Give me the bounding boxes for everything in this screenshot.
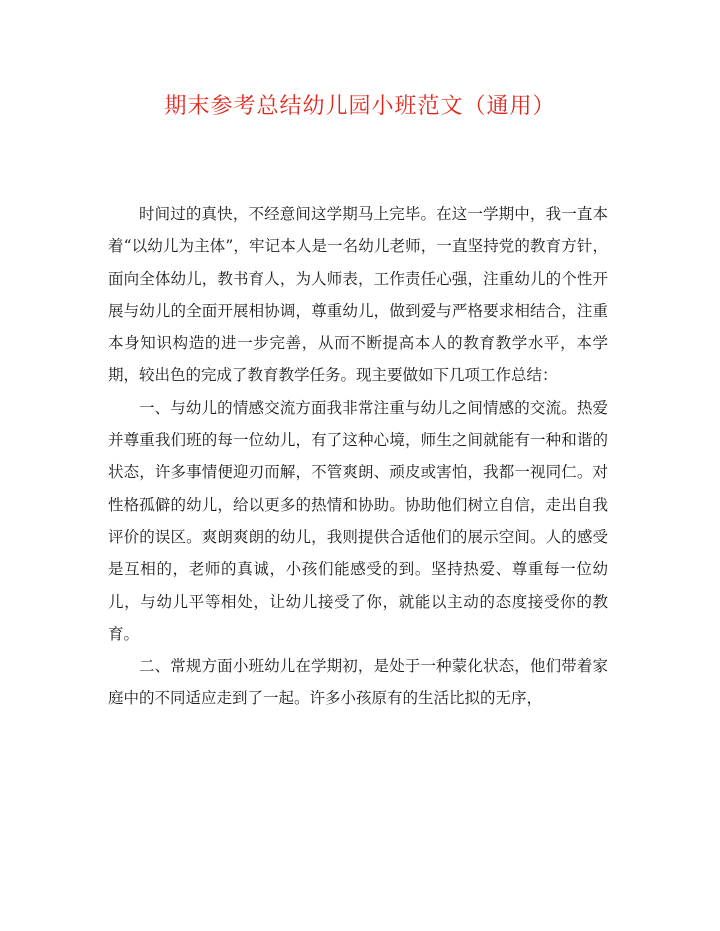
document-body (108, 198, 608, 715)
paragraph-intro: 时间过的真快，不经意间这学期马上完毕。在这一学期中，我一直本着“以幼儿为主体”，牢记本人是一名幼儿老师，一直坚持党的教育方针，面向全体幼儿，教书育人，为人师表，工作责任心强，注重幼儿的个性开展与幼儿的全面开展相协调，尊重幼儿，做到爱与严格要求相结合，注重本身知识构造的进一步完善，从而不断提高本人的教育教学水平，本学期，较出色的完成了教育教学任务。现主要做如下几项工作总结： (108, 205, 608, 385)
paragraph-section-1: 一、与幼儿的情感交流方面我非常注重与幼儿之间情感的交流。热爱并尊重我们班的每一位幼儿，有了这种心境，师生之间就能有一种和谐的状态，许多事情便迎刃而解，不管爽朗、顽皮或害怕，我都一视同仁。对性格孤僻的幼儿，给以更多的热情和协助。协助他们树立自信，走出自我评价的误区。爽朗爽朗的幼儿，我则提供合适他们的展示空间。人的感受是互相的，老师的真诚，小孩们能感受的到。坚持热爱、尊重每一位幼儿，与幼儿平等相处，让幼儿接受了你，就能以主动的态度接受你的教育。 (108, 398, 608, 643)
document-title: 期末参考总结幼儿园小班范文（通用） (164, 94, 556, 119)
paragraph-section-2: 二、常规方面小班幼儿在学期初，是处于一种蒙化状态，他们带着家庭中的不同适应走到了一起。许多小孩原有的生活比拟的无序， (108, 657, 608, 708)
